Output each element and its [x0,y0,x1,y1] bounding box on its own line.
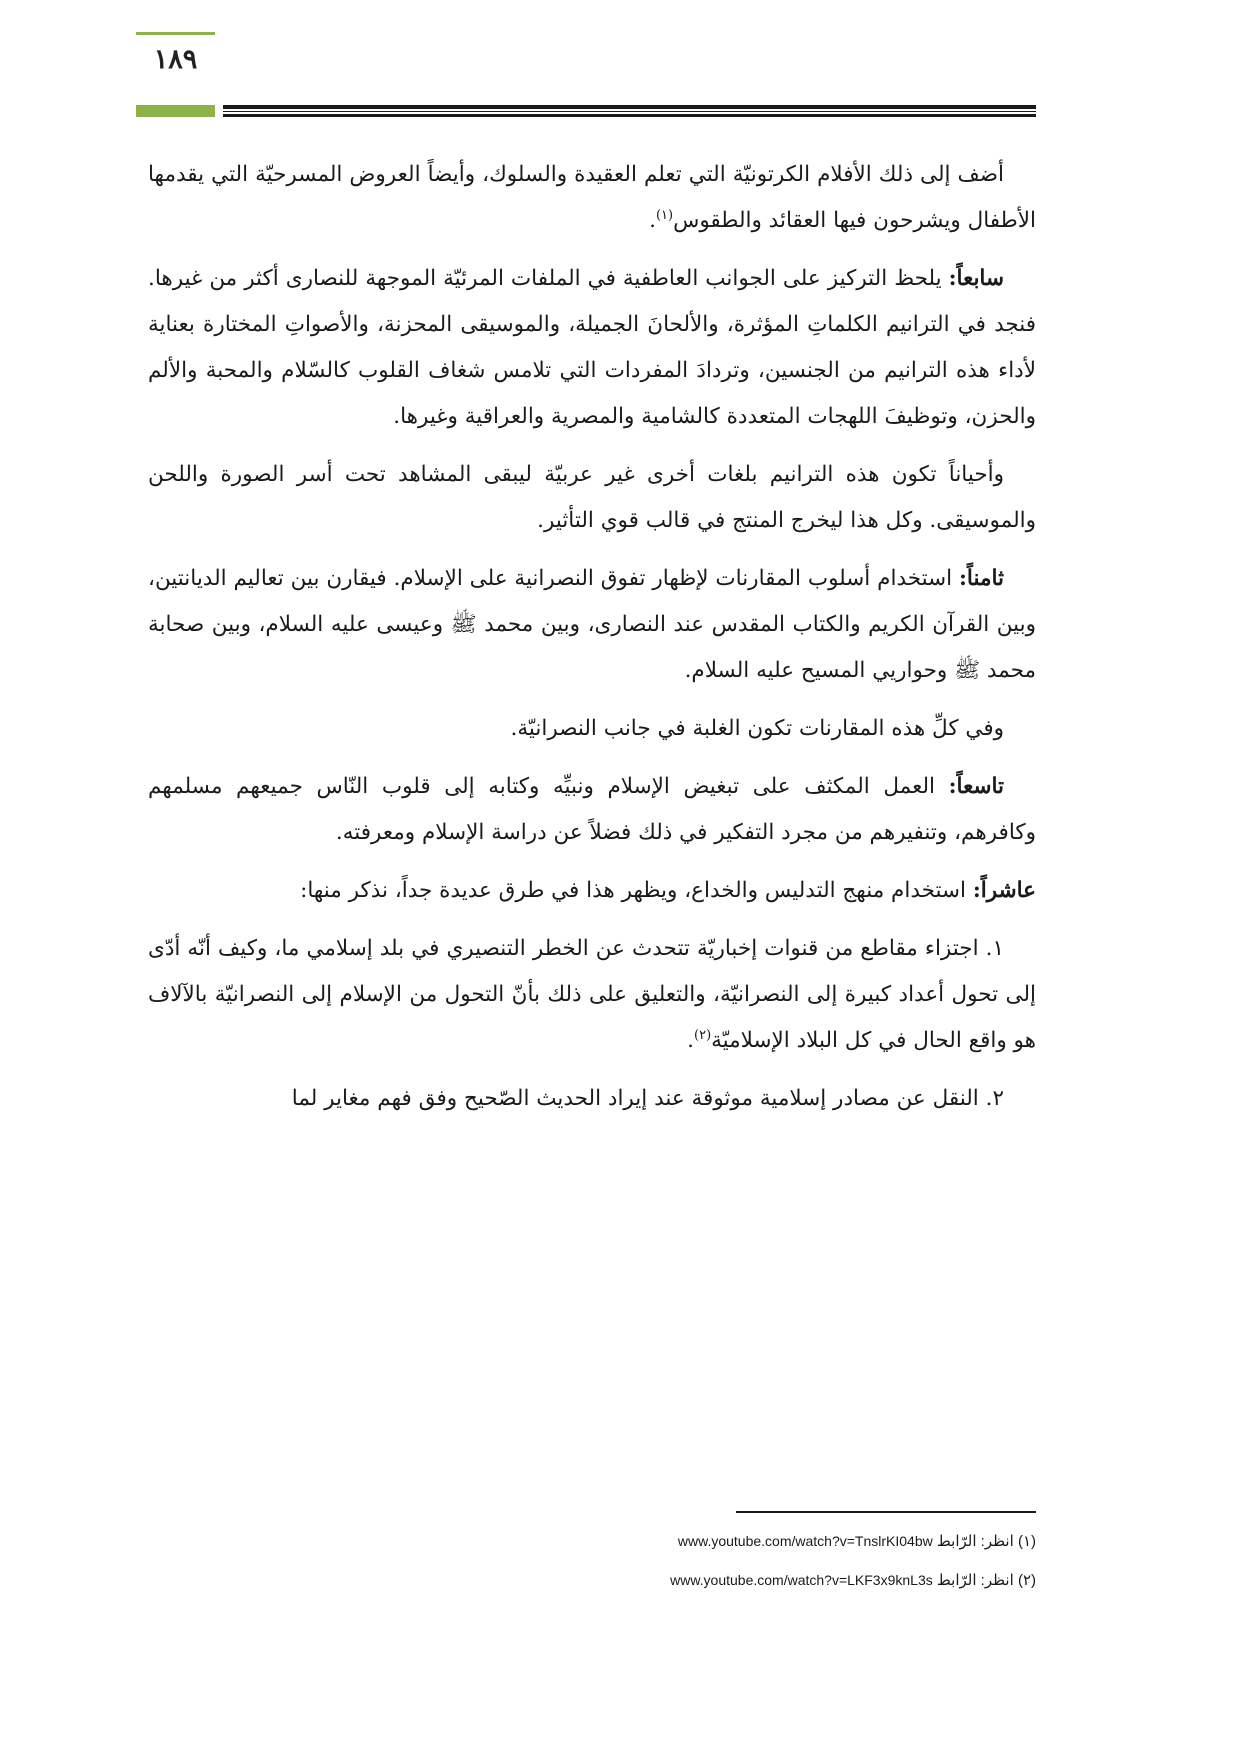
paragraph-tail: . [687,1028,695,1053]
paragraph-text: استخدام منهج التدليس والخداع، ويظهر هذا في طرق عديدة جداً، نذكر منها: [300,878,973,903]
paragraph-text: ١. اجتزاء مقاطع من قنوات إخباريّة تتحدث عن الخطر التنصيري في بلد إسلامي ما، وكيف أنّه أدّى إلى تحول أعداد كبيرة إلى النصرانيّة، والتعليق على ذلك بأنّ التحول من الإسلام إلى النصرانيّة بالآلاف هو واقع الحال في كل البلاد الإسلاميّة [148,936,1036,1053]
paragraph-text: وأحياناً تكون هذه الترانيم بلغات أخرى غير عربيّة ليبقى المشاهد تحت أسر الصورة واللحن والموسيقى. وكل هذا ليخرج المنتج في قالب قوي التأثير. [148,462,1036,533]
paragraph-text: استخدام أسلوب المقارنات لإظهار تفوق النصرانية على الإسلام. فيقارن بين تعاليم الديانتين، وبين القرآن الكريم والكتاب المقدس عند النصارى، وبين محمد ﷺ وعيسى عليه السلام، وبين صحابة محمد ﷺ وحواريي المسيح عليه السلام. [148,566,1036,683]
paragraph [148,706,1036,752]
paragraph-text: العمل المكثف على تبغيض الإسلام ونبيِّه وكتابه إلى قلوب النّاس جميعهم مسلمهم وكافرهم، وتنفيرهم من مجرد التفكير في ذلك فضلاً عن دراسة الإسلام ومعرفته. [148,774,1036,845]
paragraph-lead: عاشراً: [972,878,1036,903]
footnote-marker: (١) [1017,1533,1036,1550]
header-accent-line [136,32,215,35]
paragraph-text: يلحظ التركيز على الجوانب العاطفية في الملفات المرئيّة الموجهة للنصارى أكثر من غيرها. فنجد في الترانيم الكلماتِ المؤثرة، والألحانَ الجميلة، والموسيقى المحزنة، والأصواتِ المختارة بعناية لأداء هذه الترانيم من الجنسين، وتردادَ المفردات التي تلامس شغاف القلوب كالسّلام والمحبة والألم والحزن، وتوظيفَ اللهجات المتعددة كالشامية والمصرية والعراقية وغيرها. [148,266,1036,429]
paragraph [148,452,1036,544]
footnote-ref: (١) [655,207,674,223]
paragraph-lead: ثامناً: [958,566,1004,591]
footnote [148,1565,1036,1596]
paragraph-text: أضف إلى ذلك الأفلام الكرتونيّة التي تعلم العقيدة والسلوك، وأيضاً العروض المسرحيّة التي يقدمها الأطفال ويشرحون فيها العقائد والطقوس [148,162,1036,233]
paragraph [148,868,1036,914]
footnotes [148,1526,1036,1604]
footnote-label: انظر: الرّابط [936,1572,1014,1589]
body-text [148,152,1036,1134]
paragraph [148,256,1036,440]
paragraph-tail: . [649,208,656,233]
paragraph [148,152,1036,244]
paragraph-lead: تاسعاً: [948,774,1004,799]
paragraph-text: وفي كلِّ هذه المقارنات تكون الغلبة في جانب النصرانيّة. [510,716,1004,741]
footnote-link[interactable]: www.youtube.com/watch?v=LKF3x9knL3s [670,1572,933,1588]
footnote-marker: (٢) [1017,1572,1036,1589]
footnote-ref: (٢) [694,1027,712,1043]
header-bar-accent [136,105,215,117]
page-number: ١٨٩ [153,44,198,75]
header-bar-rule [223,105,1036,117]
paragraph [148,556,1036,694]
footnote [148,1526,1036,1557]
list-item [148,926,1036,1064]
footnote-link[interactable]: www.youtube.com/watch?v=TnslrKI04bw [677,1533,933,1549]
list-item [148,1076,1036,1122]
footnote-separator [736,1511,1036,1513]
footnote-label: انظر: الرّابط [936,1533,1014,1550]
paragraph-lead: سابعاً: [948,266,1004,291]
paragraph [148,764,1036,856]
paragraph-text: ٢. النقل عن مصادر إسلامية موثوقة عند إيراد الحديث الصّحيح وفق فهم مغاير لما [291,1086,1004,1111]
